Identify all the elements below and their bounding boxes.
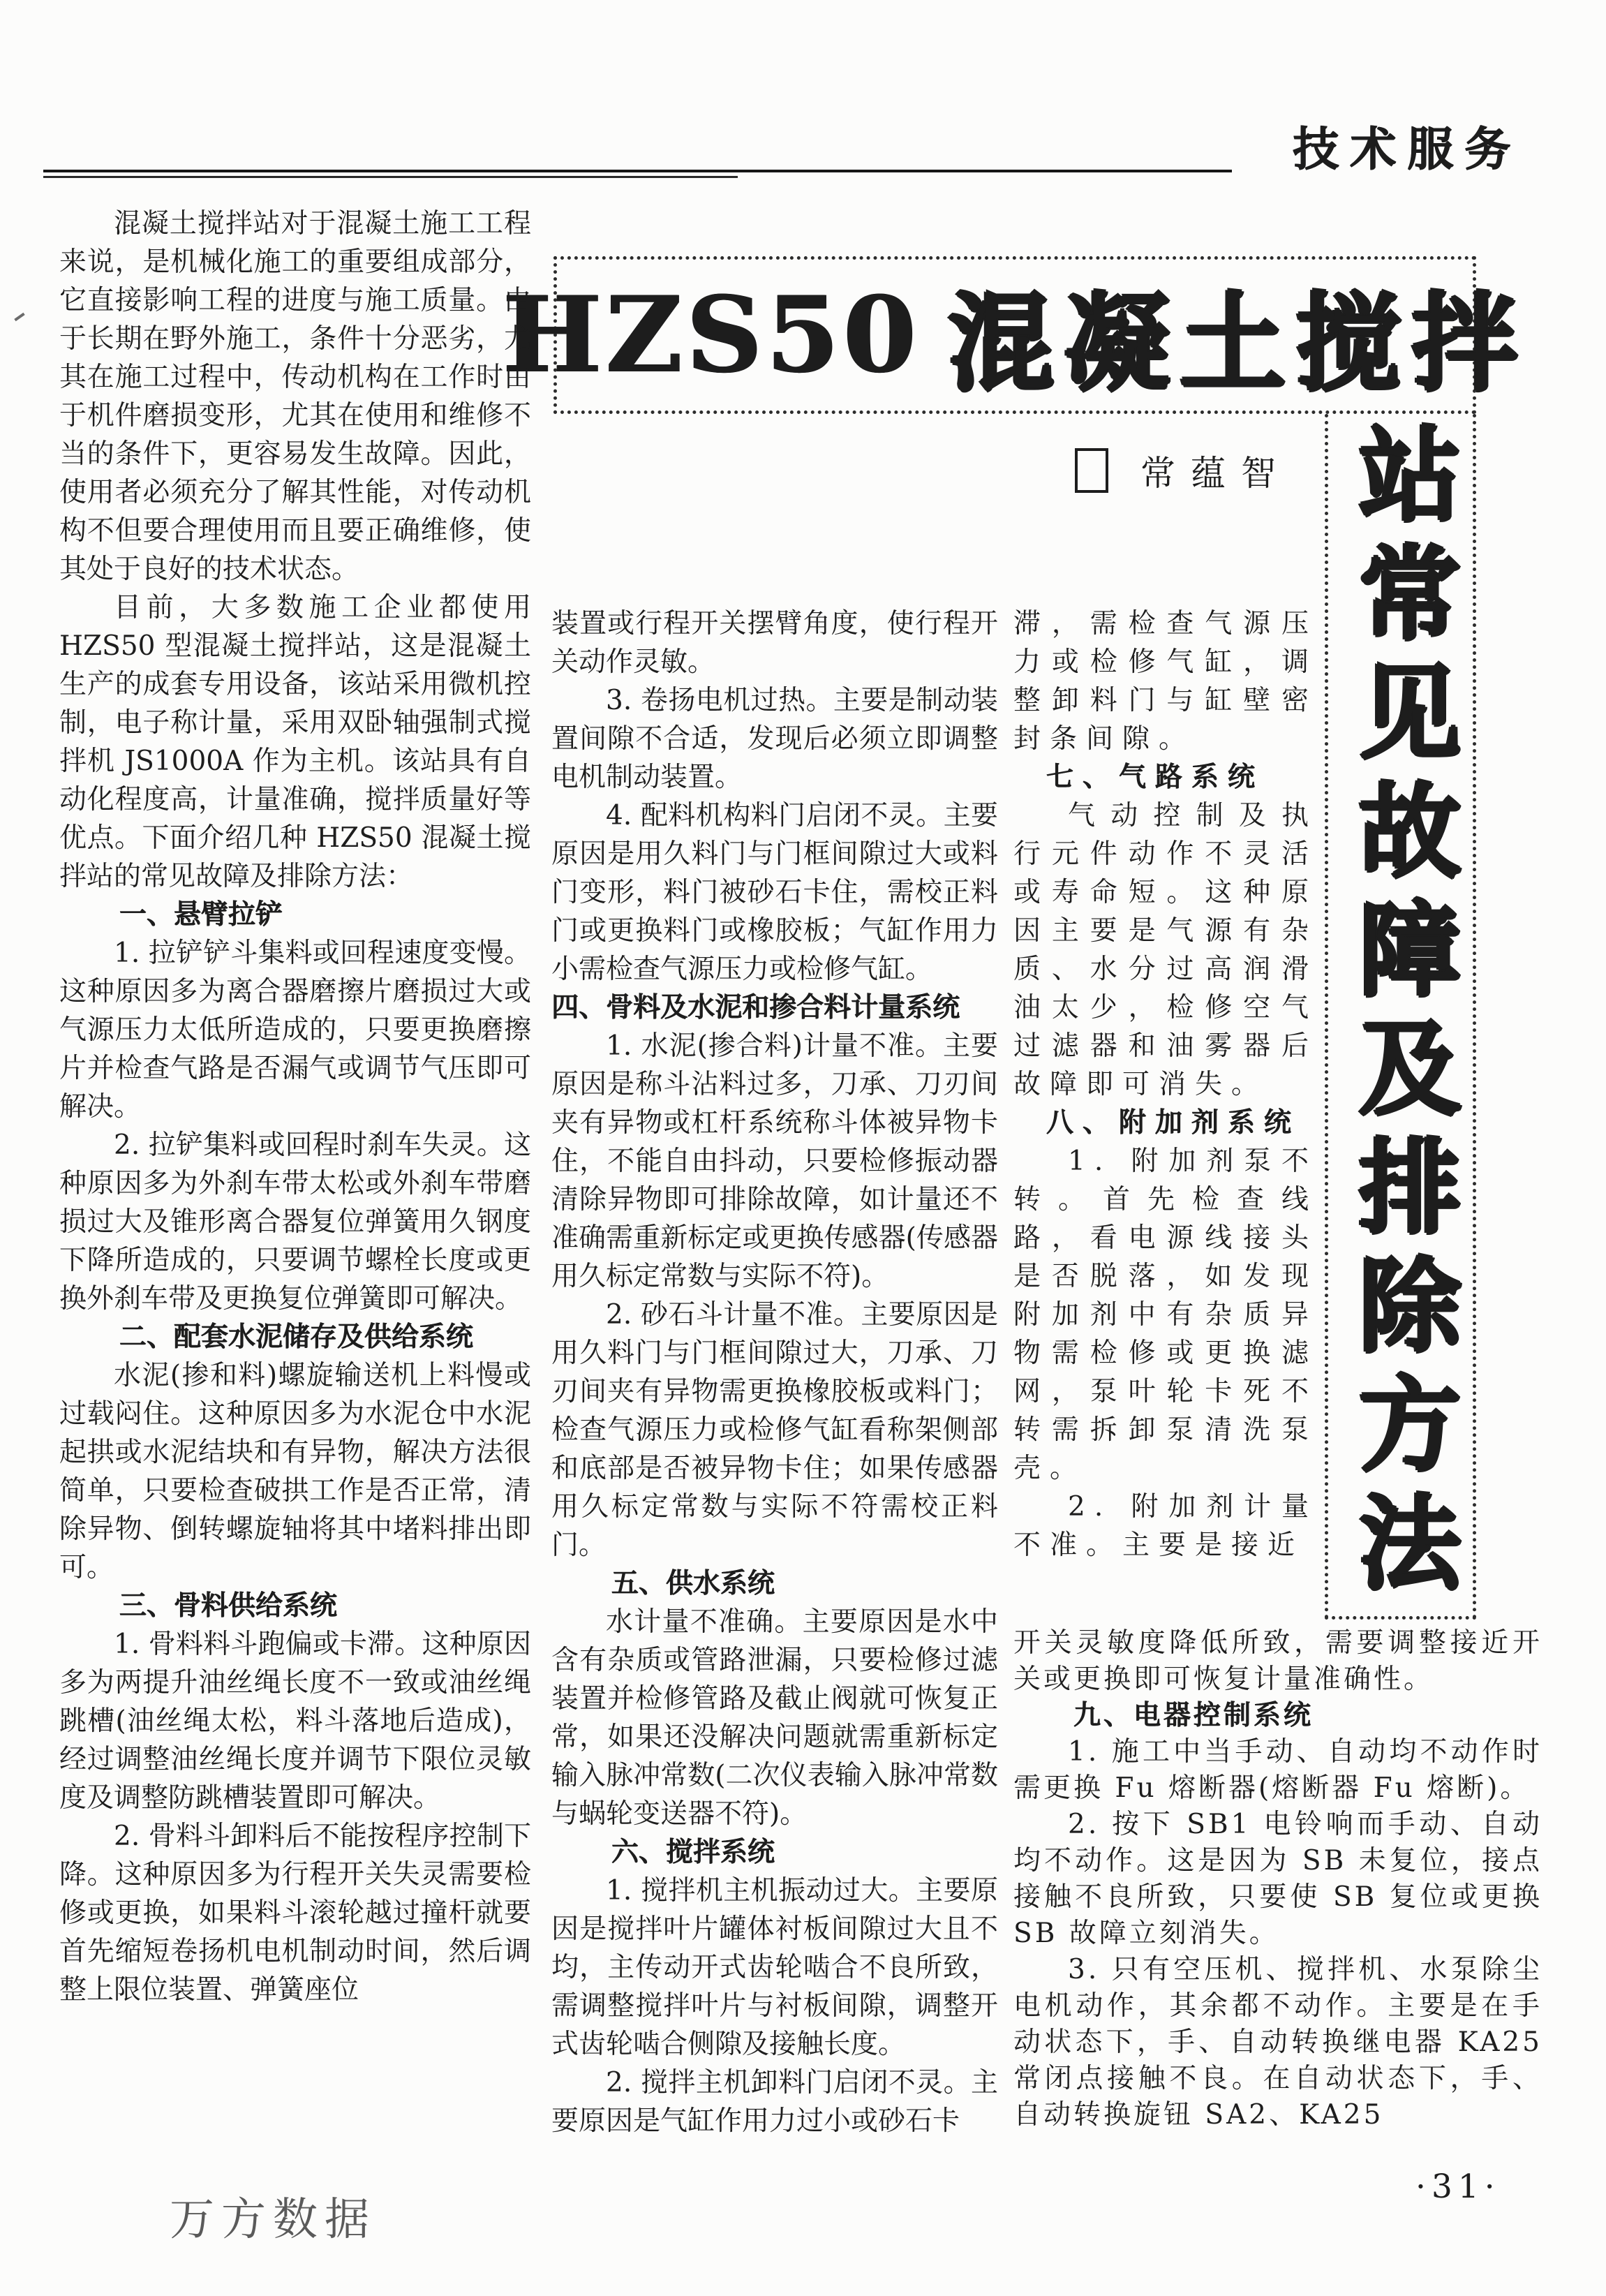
paragraph: 混凝土搅拌站对于混凝土施工工程来说，是机械化施工的重要组成部分，它直接影响工程的进度与施工质量。由于长期在野外施工，条件十分恶劣，尤其在施工过程中，传动机构在工作时由于机件磨损变形，尤其在使用和维修不当的条件下，更容易发生故障。因此，使用者必须充分了解其性能，对传动机构不但要合理使用而且要正确维修，使其处于良好的技术状态。 xyxy=(59,208,531,585)
page-header-label: 技术服务 xyxy=(1293,122,1522,176)
column-right-wide xyxy=(1013,1625,1542,2133)
paragraph: 水泥(掺和料)螺旋输送机上料慢或过载闷住。这种原因多为水泥仓中水泥起拱或水泥结块和有异物，解决方法很简单，只要检查破拱工作是否正常，清除异物、倒转螺旋轴将其中堵料排出即可。 xyxy=(59,1360,531,1583)
header-rule xyxy=(43,170,1232,172)
paragraph: 2. 拉铲集料或回程时刹车失灵。这种原因多为外刹车带太松或外刹车带磨损过大及锥形离合器复位弹簧用久钢度下降所造成的，只要调节螺栓长度或更换外刹车带及更换复位弹簧即可解决。 xyxy=(59,1130,531,1314)
section-heading: 六、搅拌系统 xyxy=(611,1837,775,1868)
author-name: 常蕴智 xyxy=(1140,453,1291,494)
section-heading: 二、配套水泥储存及供给系统 xyxy=(119,1321,473,1353)
paragraph: 2. 按下 SB1 电铃响而手动、自动均不动作。这是因为 SB 未复位，接点接触不良所致，只要使 SB 复位或更换 SB 故障立刻消失。 xyxy=(1013,1809,1542,1949)
paragraph: 2. 砂石斗计量不准。主要原因是用久料门与门框间隙过大，刀承、刀刃间夹有异物需更换橡胶板或料门；检查气源压力或检修气缸看称架侧部和底部是否被异物卡住；如果传感器用久标定常数与实际不符需校正料门。 xyxy=(551,1299,998,1561)
paragraph: 1. 搅拌机主机振动过大。主要原因是搅拌叶片罐体衬板间隙过大且不均，主传动开式齿轮啮合不良所致，需调整搅拌叶片与衬板间隙，调整开式齿轮啮合侧隙及接触长度。 xyxy=(551,1875,998,2060)
page-number: ·31· xyxy=(1415,2168,1501,2206)
section-heading: 九、电器控制系统 xyxy=(1073,1700,1314,1731)
paragraph-continuation: 滞，需检查气源压力或检修气缸，调整卸料门与缸壁密封条间隙。 xyxy=(1013,608,1318,755)
article-title-vertical: 站常见故障及排除方法 xyxy=(1341,422,1460,1608)
paragraph: 目前，大多数施工企业都使用 HZS50 型混凝土搅拌站，这是混凝土生产的成套专用设备，该站采用微机控制，电子称计量，采用双卧轴强制式搅拌机 JS1000A 作为主机。该站具有自动化程度高，计量准确，搅拌质量好等优点。下面介绍几种 HZS50 混凝土搅拌站的常见故障及排除方法： xyxy=(59,592,531,892)
section-heading: 五、供水系统 xyxy=(611,1568,775,1599)
paragraph: 1. 拉铲铲斗集料或回程速度变慢。这种原因多为离合器磨擦片磨损过大或气源压力太低所造成的，只要更换磨擦片并检查气路是否漏气或调节气压即可解决。 xyxy=(59,938,531,1123)
section-heading: 七、气路系统 xyxy=(1046,762,1264,793)
paragraph: 2. 附加剂计量不准。主要是接近 xyxy=(1013,1491,1318,1561)
section-heading: 一、悬臂拉铲 xyxy=(119,899,283,931)
article-title-vertical-strip xyxy=(1325,414,1476,1620)
paragraph: 1. 骨料料斗跑偏或卡滞。这种原因多为两提升油丝绳长度不一致或油丝绳跳槽(油丝绳太松，料斗落地后造成)，经过调整油丝绳长度并调节下限位灵敏度及调整防跳槽装置即可解决。 xyxy=(59,1629,531,1814)
column-left xyxy=(59,205,531,2009)
paragraph: 2. 搅拌主机卸料门启闭不灵。主要原因是气缸作用力过小或砂石卡 xyxy=(551,2067,998,2137)
paragraph: 3. 只有空压机、搅拌机、水泵除尘电机动作，其余都不动作。主要是在手动状态下，手、自动转换继电器 KA25 常闭点接触不良。在自动状态下，手、自动转换旋钮 SA2、KA25 xyxy=(1013,1954,1542,2131)
author-line xyxy=(1075,445,1291,496)
paragraph: 4. 配料机构料门启闭不灵。主要原因是用久料门与门框间隙过大或料门变形，料门被砂石卡住，需校正料门或更换料门或橡胶板；气缸作用力小需检查气源压力或检修气缸。 xyxy=(551,800,998,985)
header-rule-secondary xyxy=(43,176,738,178)
paragraph: 气动控制及执行元件动作不灵活或寿命短。这种原因主要是气源有杂质、水分过高润滑油太少，检修空气过滤器和油雾器后故障即可消失。 xyxy=(1013,800,1318,1100)
paragraph: 2. 骨料斗卸料后不能按程序控制下降。这种原因多为行程开关失灵需要检修或更换，如果料斗滚轮越过撞杆就要首先缩短卷扬机电机制动时间，然后调整上限位装置、弹簧座位 xyxy=(59,1821,531,2006)
paragraph-continuation: 开关灵敏度降低所致，需要调整接近开关或更换即可恢复计量准确性。 xyxy=(1013,1627,1542,1695)
paragraph: 水计量不准确。主要原因是水中含有杂质或管路泄漏，只要检修过滤装置并检修管路及截止阀就可恢复正常，如果还没解决问题就需重新标定输入脉冲常数(二次仪表输入脉冲常数与蜗轮变送器不符)。 xyxy=(551,1606,998,1830)
scan-artifact xyxy=(14,313,24,321)
paragraph-continuation: 装置或行程开关摆臂角度，使行程开关动作灵敏。 xyxy=(551,608,998,678)
paragraph: 3. 卷扬电机过热。主要是制动装置间隙不合适，发现后必须立即调整电机制动装置。 xyxy=(551,685,998,793)
section-heading: 三、骨料供给系统 xyxy=(119,1590,337,1622)
paragraph: 1. 附加剂泵不转。首先检查线路，看电源线接头是否脱落，如发现附加剂中有杂质异物需检修或更换滤网，泵叶轮卡死不转需拆卸泵清洗泵壳。 xyxy=(1013,1146,1318,1484)
article-title-horizontal: 混凝土搅拌 xyxy=(948,282,1528,406)
database-watermark: 万方数据 xyxy=(170,2194,376,2246)
article-title-model: HZS50 xyxy=(502,274,921,397)
article-title-box xyxy=(502,256,1528,414)
section-heading: 四、骨料及水泥和掺合料计量系统 xyxy=(551,992,960,1023)
author-marker-icon xyxy=(1075,448,1108,493)
paragraph: 1. 施工中当手动、自动均不动作时需更换 Fu 熔断器(熔断器 Fu 熔断)。 xyxy=(1013,1736,1542,1804)
section-heading: 八、附加剂系统 xyxy=(1046,1107,1300,1139)
column-middle xyxy=(551,605,998,2140)
paragraph: 1. 水泥(掺合料)计量不准。主要原因是称斗沾料过多，刀承、刀刃间夹有异物或杠杆系统称斗体被异物卡住，不能自由抖动，只要检修振动器清除异物即可排除故障，如计量还不准确需重新标定或更换传感器(传感器用久标定常数与实际不符)。 xyxy=(551,1030,998,1292)
column-right-narrow xyxy=(1013,605,1318,1564)
